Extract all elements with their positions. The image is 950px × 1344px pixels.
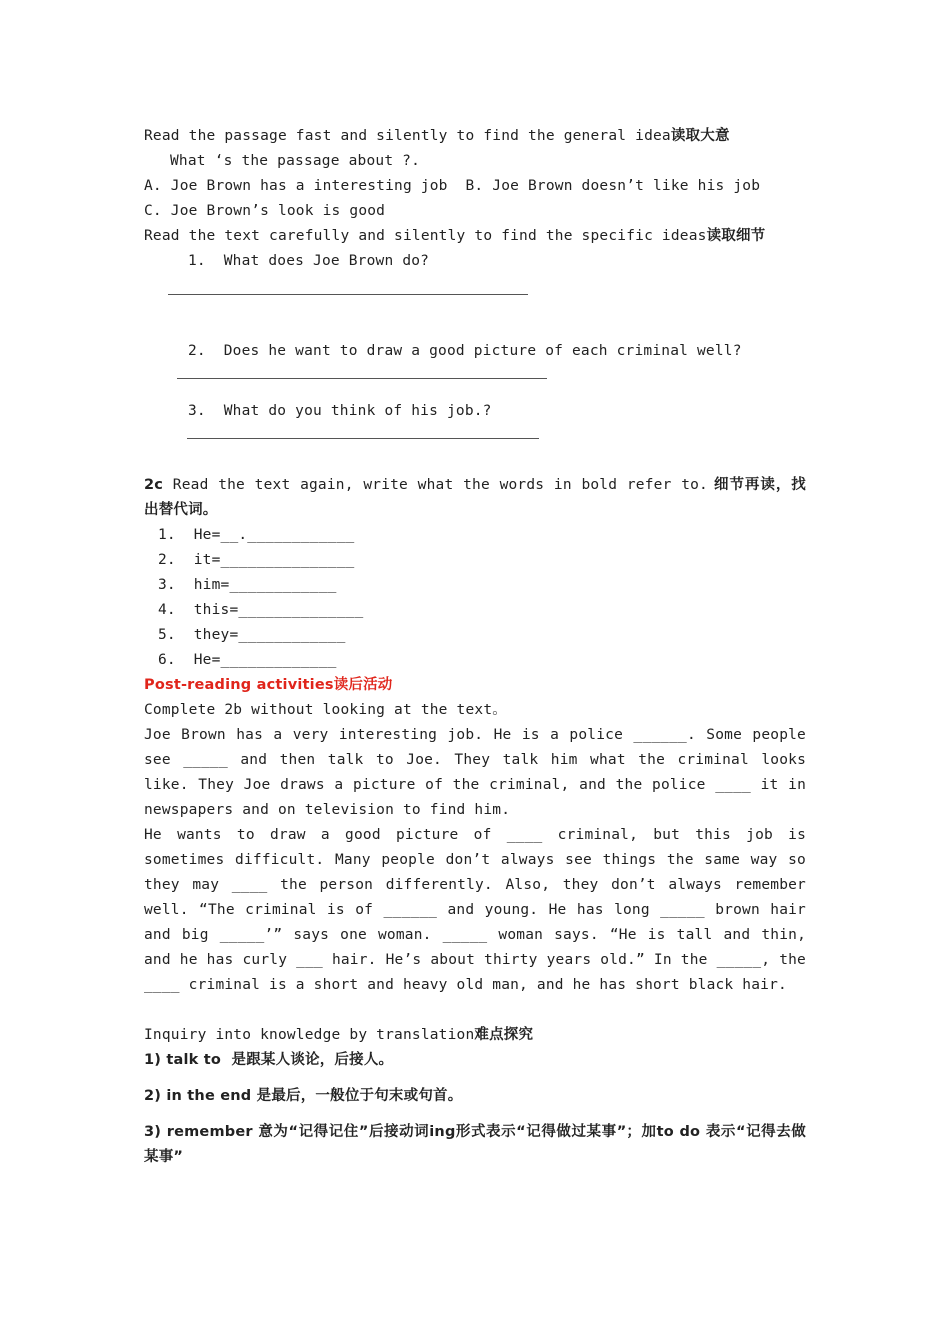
instruction-cn: 读取大意 (670, 128, 730, 144)
general-idea-question: What ‘s the passage about ?. (170, 153, 421, 169)
instruction-text: Read the text carefully and silently to find the specific ideas (144, 228, 707, 244)
list-item: 2. it=_______________ (158, 552, 355, 568)
instruction-text: Read the passage fast and silently to find the general idea (144, 128, 671, 144)
knowledge-point-3: 3) remember 意为“记得记住”后接动词ing形式表示“记得做过某事”；加to do 表示“记得去做某事” (144, 1124, 806, 1165)
option-line-ab: A. Joe Brown has a interesting job B. Joe Brown doesn’t like his job (144, 178, 761, 194)
list-item: 1. He=__.____________ (158, 527, 355, 543)
knowledge-point-2: 2) in the end 是最后，一般位于句末或句首。 (144, 1088, 463, 1104)
cloze-paragraph-2: He wants to draw a good picture of ____ criminal, but this job is sometimes difficult. Many people don’t always see things the same way so they may ____ the person differently. Also, they don’t always remember well. “The criminal is of ______ and young. He has long _____ brown hair and big _____’” says one woman. _____ woman says. “He is tall and thin, and he has curly ___ hair. He’s about thirty years old.” In the _____, the ____ criminal is a short and heavy old man, and he has short black hair. (144, 827, 806, 993)
section-2c-heading (144, 473, 806, 523)
list-item: 4. this=______________ (158, 602, 364, 618)
option-line-c: C. Joe Brown’s look is good (144, 203, 386, 219)
inquiry-heading-text: Inquiry into knowledge by translation (144, 1027, 475, 1043)
post-reading-instruction: Complete 2b without looking at the text。 (144, 702, 507, 718)
question-1: 1. What does Joe Brown do? (188, 253, 430, 269)
worksheet-page (144, 124, 806, 1170)
section-label: 2c (144, 477, 164, 493)
careful-reading-instruction (144, 224, 806, 249)
instruction-cn: 读取细节 (706, 228, 766, 244)
inquiry-heading (144, 1023, 806, 1048)
fast-reading-instruction (144, 124, 806, 149)
section-instruction-cn: 细节再读，找出替代词。 (144, 477, 806, 518)
section-instruction: Read the text again, write what the words in bold refer to. (163, 477, 708, 493)
question-3: 3. What do you think of his job.? (188, 403, 492, 419)
list-item: 6. He=_____________ (158, 652, 337, 668)
cloze-paragraph-1: Joe Brown has a very interesting job. He is a police ______. Some people see _____ and then talk to Joe. They talk him what the criminal looks like. They Joe draws a picture of the criminal, and the police ____ it in newspapers and on television to find him. (144, 727, 806, 818)
inquiry-heading-cn: 难点探究 (474, 1027, 534, 1043)
post-reading-heading: Post-reading activities读后活动 (144, 677, 393, 693)
knowledge-point-1: 1) talk to 是跟某人谈论，后接人。 (144, 1052, 394, 1068)
list-item: 3. him=____________ (158, 577, 337, 593)
question-2: 2. Does he want to draw a good picture of each criminal well? (188, 343, 742, 359)
list-item: 5. they=____________ (158, 627, 346, 643)
